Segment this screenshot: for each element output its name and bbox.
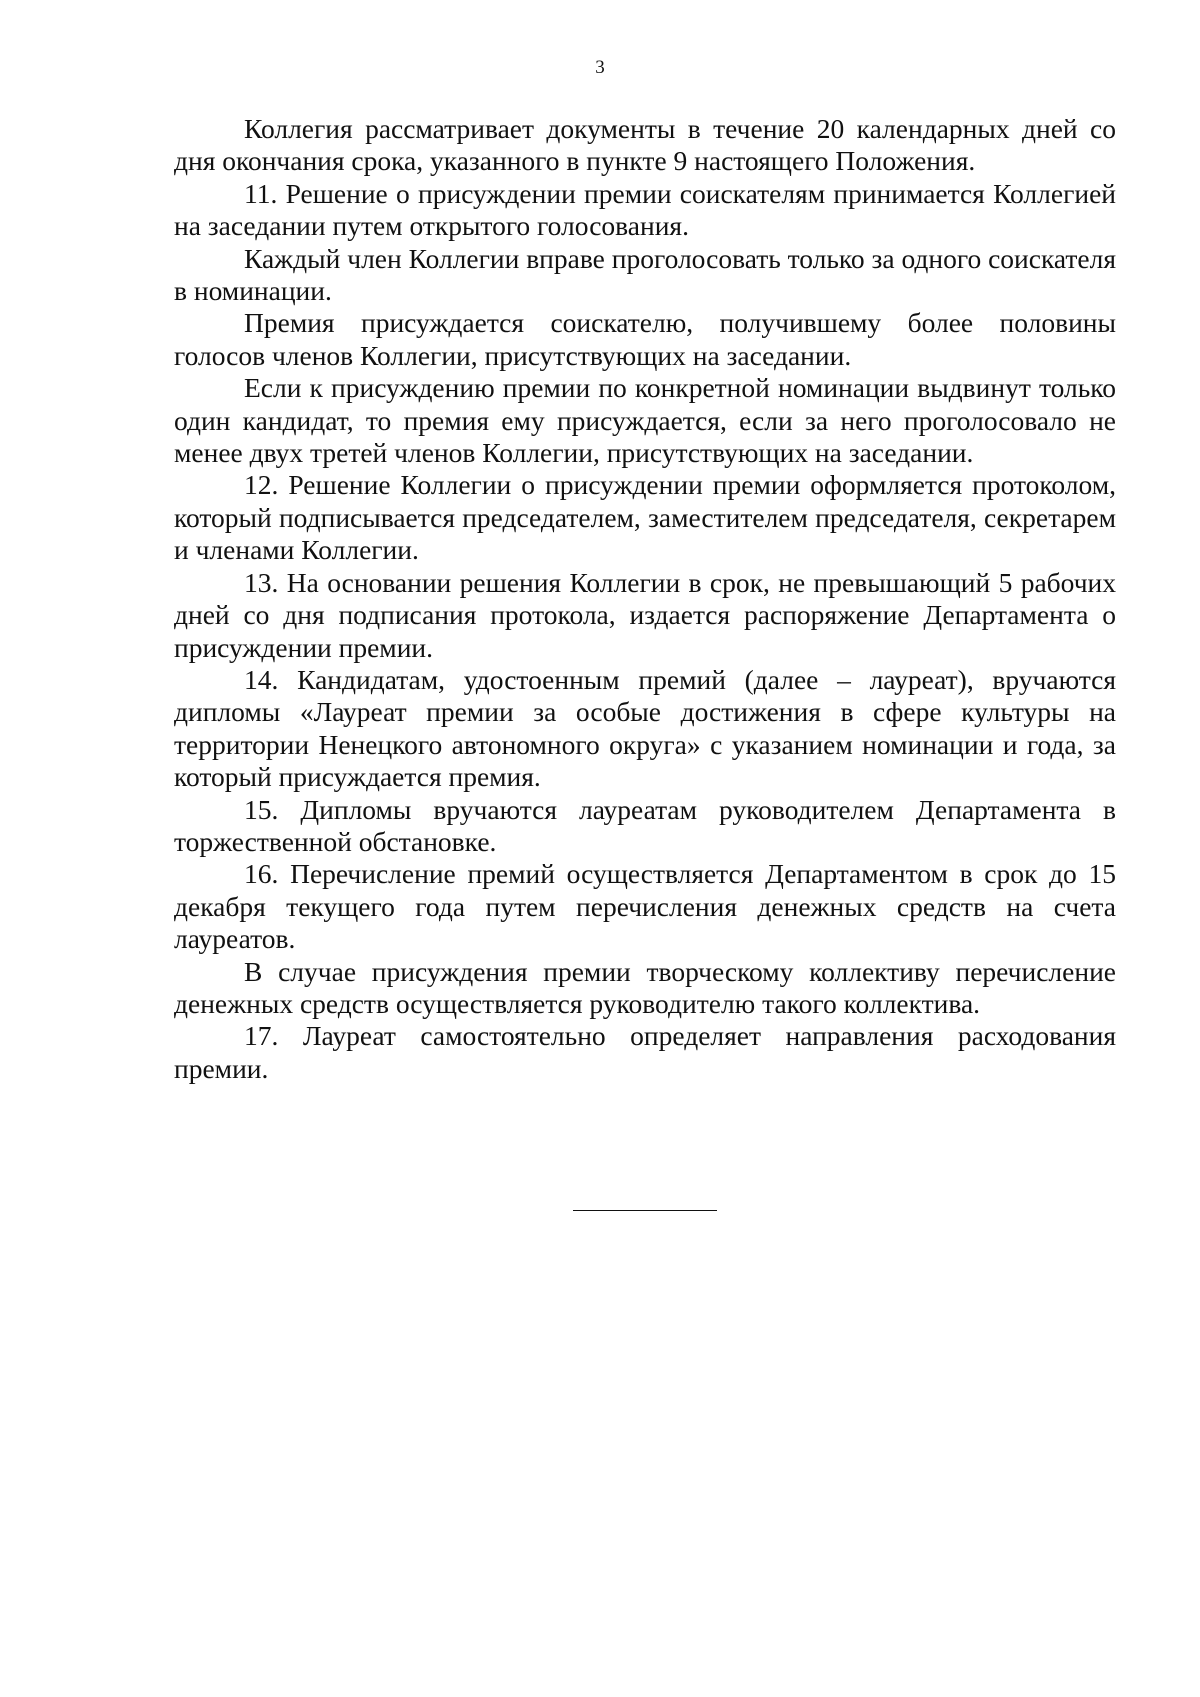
paragraph-review-period: Коллегия рассматривает документы в течение 20 календарных дней со дня окончания срока, указанного в пункте 9 настоящего Положения. [174,113,1116,177]
paragraph-collective-transfer: В случае присуждения премии творческому коллективу перечисление денежных средств осуществляется руководителю такого коллектива. [174,955,1116,1019]
document-body [174,113,1116,1085]
paragraph-majority: Премия присуждается соискателю, получившему более половины голосов членов Коллегии, присутствующих на заседании. [174,307,1116,371]
paragraph-16-transfer: 16. Перечисление премий осуществляется Департаментом в срок до 15 декабря текущего года путем перечисления денежных средств на счета лауреатов. [174,858,1116,955]
paragraph-15-ceremony: 15. Дипломы вручаются лауреатам руководителем Департамента в торжественной обстановке. [174,793,1116,857]
page-number: 3 [595,57,605,78]
paragraph-single-candidate: Если к присуждению премии по конкретной номинации выдвинут только один кандидат, то премия ему присуждается, если за него проголосовало не менее двух третей членов Коллегии, присутствующих на заседании. [174,372,1116,469]
paragraph-13-order: 13. На основании решения Коллегии в срок, не превышающий 5 рабочих дней со дня подписания протокола, издается распоряжение Департамента о присуждении премии. [174,566,1116,663]
paragraph-12-protocol: 12. Решение Коллегии о присуждении премии оформляется протоколом, который подписывается председателем, заместителем председателя, секретарем и членами Коллегии. [174,469,1116,566]
paragraph-11-decision: 11. Решение о присуждении премии соискателям принимается Коллегией на заседании путем открытого голосования. [174,177,1116,242]
paragraph-14-diplomas: 14. Кандидатам, удостоенным премий (далее – лауреат), вручаются дипломы «Лауреат премии за особые достижения в сфере культуры на территории Ненецкого автономного округа» с указанием номинации и года, за который присуждается премия. [174,663,1116,793]
paragraph-single-vote: Каждый член Коллегии вправе проголосовать только за одного соискателя в номинации. [174,242,1117,307]
closing-rule [573,1210,717,1211]
paragraph-17-spending: 17. Лауреат самостоятельно определяет направления расходования премии. [174,1020,1116,1084]
